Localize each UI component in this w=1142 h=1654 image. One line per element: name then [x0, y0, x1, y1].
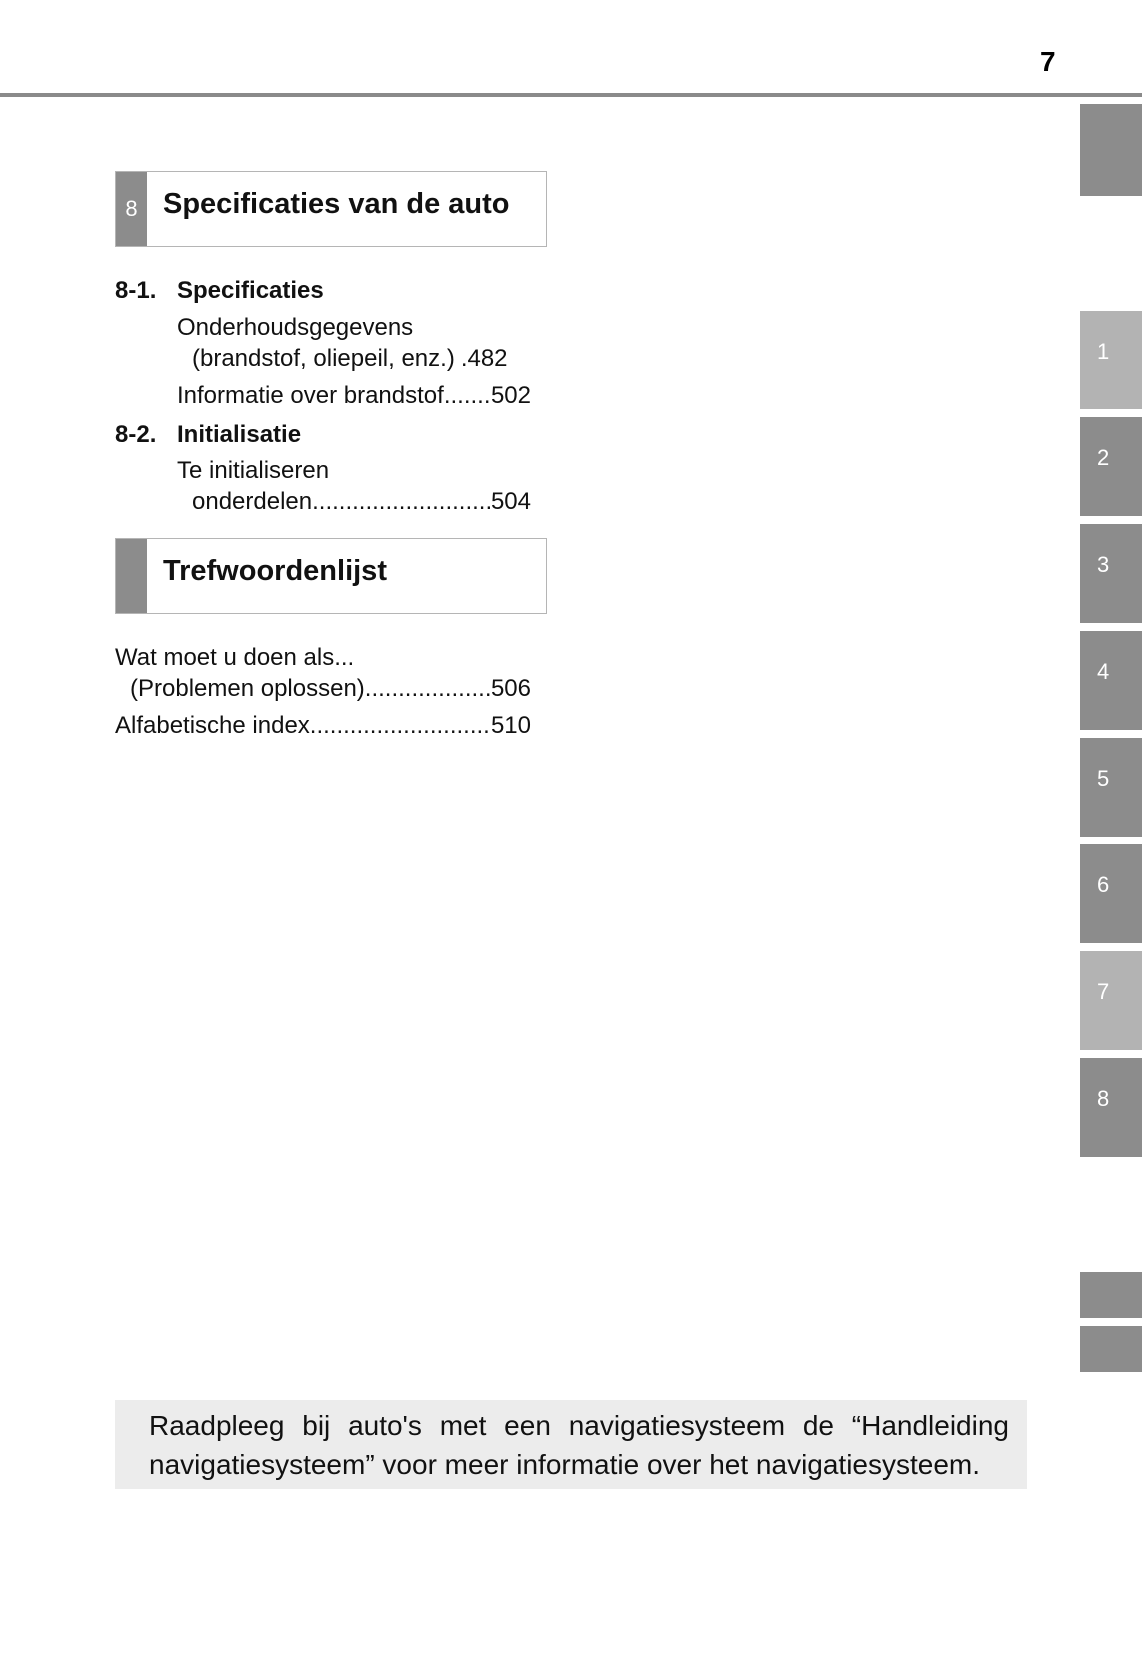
toc-entry-label: Alfabetische index: [115, 712, 310, 739]
side-tab-label: 8: [1097, 1086, 1110, 1111]
section-heading-8-1: [115, 276, 324, 306]
section-number: 8-2.: [115, 421, 157, 448]
note-text: Raadpleeg bij auto's met een navigatiesysteem de “Handleiding navigatiesysteem” voor meer informatie over het navigatiesysteem.: [149, 1410, 1009, 1480]
side-tab-label: 7: [1097, 979, 1110, 1004]
side-tab-label: 4: [1097, 659, 1110, 684]
side-tab-label: 1: [1097, 339, 1110, 364]
chapter-8-header: [115, 171, 547, 247]
side-tab-label: 5: [1097, 766, 1110, 791]
toc-page-number: .482: [460, 345, 508, 372]
toc-entry-informatie-over-brandstof[interactable]: [177, 381, 531, 411]
toc-entry-label: onderdelen: [192, 488, 313, 515]
toc-entry-label: (Problemen oplossen): [130, 675, 365, 702]
section-number: 8-1.: [115, 277, 157, 304]
chapter-title: Specificaties van de auto: [163, 188, 510, 220]
section-title: Specificaties: [177, 277, 324, 304]
leader-dots: [444, 381, 491, 411]
toc-entry-onderhoudsgegevens[interactable]: [192, 344, 531, 374]
side-tab-label: 2: [1097, 445, 1110, 470]
index-header: [115, 538, 547, 614]
toc-entry-label: (brandstof, oliepeil, enz.): [192, 345, 455, 372]
side-tab-label: 3: [1097, 552, 1110, 577]
chapter-number: 8: [116, 172, 147, 246]
index-strip: [116, 539, 147, 613]
side-tab-4[interactable]: [1080, 631, 1142, 730]
side-tab-6[interactable]: [1080, 844, 1142, 943]
section-title: Initialisatie: [177, 421, 302, 448]
index-title: Trefwoordenlijst: [163, 555, 387, 587]
leader-dots: [365, 674, 491, 704]
toc-entry-problemen-oplossen[interactable]: [130, 674, 531, 704]
side-tab-1[interactable]: [1080, 311, 1142, 409]
toc-entry-label[interactable]: Wat moet u doen als...: [115, 644, 355, 671]
page-number: 7: [1040, 46, 1056, 77]
toc-entry-label[interactable]: Te initialiseren: [177, 457, 330, 484]
section-heading-8-2: [115, 420, 302, 450]
side-tab-top[interactable]: [1080, 104, 1142, 196]
toc-entry-alfabetische-index[interactable]: [115, 711, 531, 741]
header-rule: [0, 93, 1142, 97]
side-tab-2[interactable]: [1080, 417, 1142, 516]
toc-entry-te-initialiseren[interactable]: [192, 487, 531, 517]
toc-page-number: 502: [490, 382, 531, 409]
side-tab-label: 6: [1097, 872, 1110, 897]
navigation-note: [115, 1400, 1027, 1489]
side-tab-3[interactable]: [1080, 524, 1142, 623]
side-tab-8[interactable]: [1080, 1058, 1142, 1157]
toc-page-number: 506: [490, 675, 531, 702]
side-tab-5[interactable]: [1080, 738, 1142, 837]
leader-dots: [310, 711, 491, 741]
toc-entry-label: Informatie over brandstof: [177, 382, 444, 409]
toc-page-number: 504: [490, 488, 531, 515]
side-tab-index-2[interactable]: [1080, 1326, 1142, 1372]
side-tab-7[interactable]: [1080, 951, 1142, 1050]
leader-dots: [312, 487, 491, 517]
toc-page-number: 510: [490, 712, 531, 739]
side-tab-index-1[interactable]: [1080, 1272, 1142, 1318]
toc-entry-label[interactable]: Onderhoudsgegevens: [177, 314, 414, 341]
